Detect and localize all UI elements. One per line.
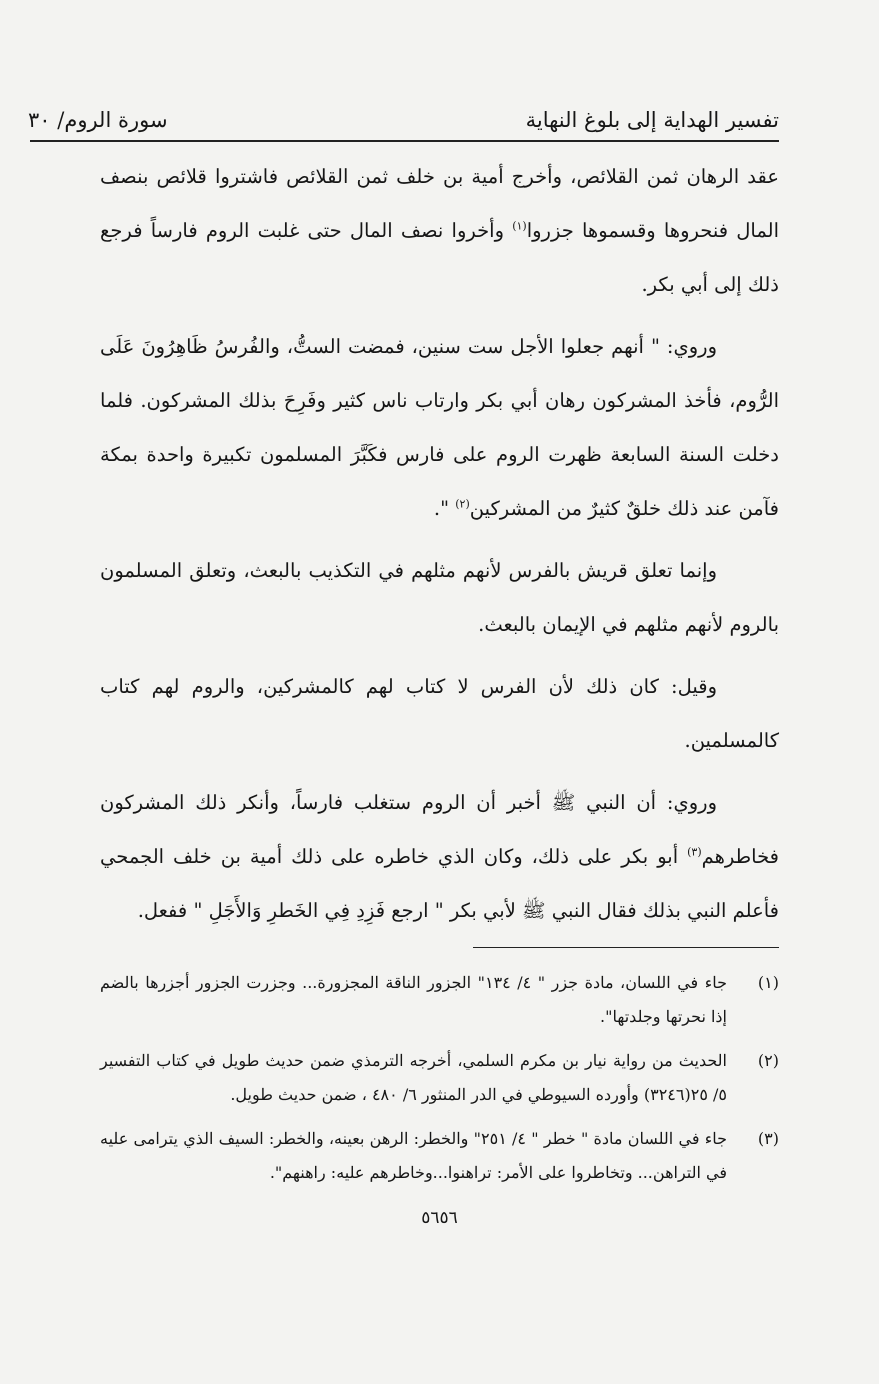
running-header — [28, 92, 779, 132]
footnote-item — [100, 1044, 779, 1112]
footnote-number: (٣) — [757, 1129, 779, 1148]
paragraph-text: وإنما تعلق قريش بالفرس لأنهم مثلهم في التكذيب بالبعث، وتعلق المسلمون بالروم لأنهم مثلهم في الإيمان بالبعث. — [100, 559, 779, 636]
paragraph-text: عقد الرهان ثمن القلائص، وأخرج أمية بن خلف ثمن القلائص فاشتروا قلائص بنصف المال فنحروها وقسموها جزروا — [100, 165, 779, 242]
paragraph-text: وقيل: كان ذلك لأن الفرس لا كتاب لهم كالمشركين، والروم لهم كتاب كالمسلمين. — [100, 675, 779, 752]
footnote-item — [100, 966, 779, 1034]
paragraph-text: وروي: " أنهم جعلوا الأجل ست سنين، فمضت الستُّ، والفُرسُ ظَاهِرُونَ عَلَى الرُّوم، فأخذ المشركون رهان أبي بكر وارتاب ناس كثير وفَرِحَ بذلك المشركون. فلما دخلت السنة السابعة ظهرت الروم على فارس فكَبَّرَ المسلمون تكبيرة واحدة بمكة فآمن عند ذلك خلقٌ كثيرٌ من المشركين — [100, 335, 779, 520]
paragraph-text: أبو بكر على ذلك، وكان الذي خاطره على ذلك أمية بن خلف الجمحي فأعلم النبي بذلك فقال النبي ﷺ لأبي بكر " ارجع فَزِدِ فِي الخَطرِ وَالأَجَلِ " ففعل. — [100, 845, 779, 922]
footnote-ref[interactable]: (٣) — [687, 845, 702, 859]
paragraph — [100, 320, 779, 536]
book-title: تفسير الهداية إلى بلوغ النهاية — [525, 108, 779, 132]
page-number: ٥٦٥٦ — [421, 1208, 458, 1228]
footnote-number: (١) — [757, 973, 779, 992]
footnote-text: جاء في اللسان، مادة جزر " ٤/ ١٣٤" الجزور الناقة المجزورة... وجزرت الجزور أجزرها بالضم إذا نحرتها وجلدتها". — [100, 973, 727, 1026]
paragraph — [100, 150, 779, 312]
footnote-ref[interactable]: (٢) — [455, 497, 470, 511]
surah-label: سورة الروم/ ٣٠ — [28, 108, 168, 132]
footnote-item — [100, 1122, 779, 1190]
header-divider — [30, 140, 779, 142]
paragraph-text: وأخروا نصف المال حتى غلبت الروم فارساً فرجع ذلك إلى أبي بكر. — [100, 219, 779, 296]
main-text — [100, 150, 779, 946]
paragraph — [100, 660, 779, 768]
footnote-text: الحديث من رواية نيار بن مكرم السلمي، أخرجه الترمذي ضمن حديث طويل في كتاب التفسير ٥/ ٢٥(٣٢٤٦) وأورده السيوطي في الدر المنثور ٦/ ٤٨٠ ، ضمن حديث طويل. — [100, 1051, 727, 1104]
footnote-number: (٢) — [757, 1051, 779, 1070]
footnotes — [100, 966, 779, 1200]
paragraph-text: ". — [433, 497, 456, 520]
paragraph — [100, 776, 779, 938]
paragraph — [100, 544, 779, 652]
paragraph-text: وروي: أن النبي ﷺ أخبر أن الروم ستغلب فارساً، وأنكر ذلك المشركون فخاطرهم — [100, 791, 779, 868]
footnote-text: جاء في اللسان مادة " خطر " ٤/ ٢٥١" والخطر: الرهن بعينه، والخطر: السيف الذي يترامى عليه في التراهن... وتخاطروا على الأمر: تراهنوا...وخاطرهم عليه: راهنهم". — [100, 1129, 728, 1182]
footnote-divider — [473, 947, 779, 948]
footnote-ref[interactable]: (١) — [512, 219, 527, 233]
